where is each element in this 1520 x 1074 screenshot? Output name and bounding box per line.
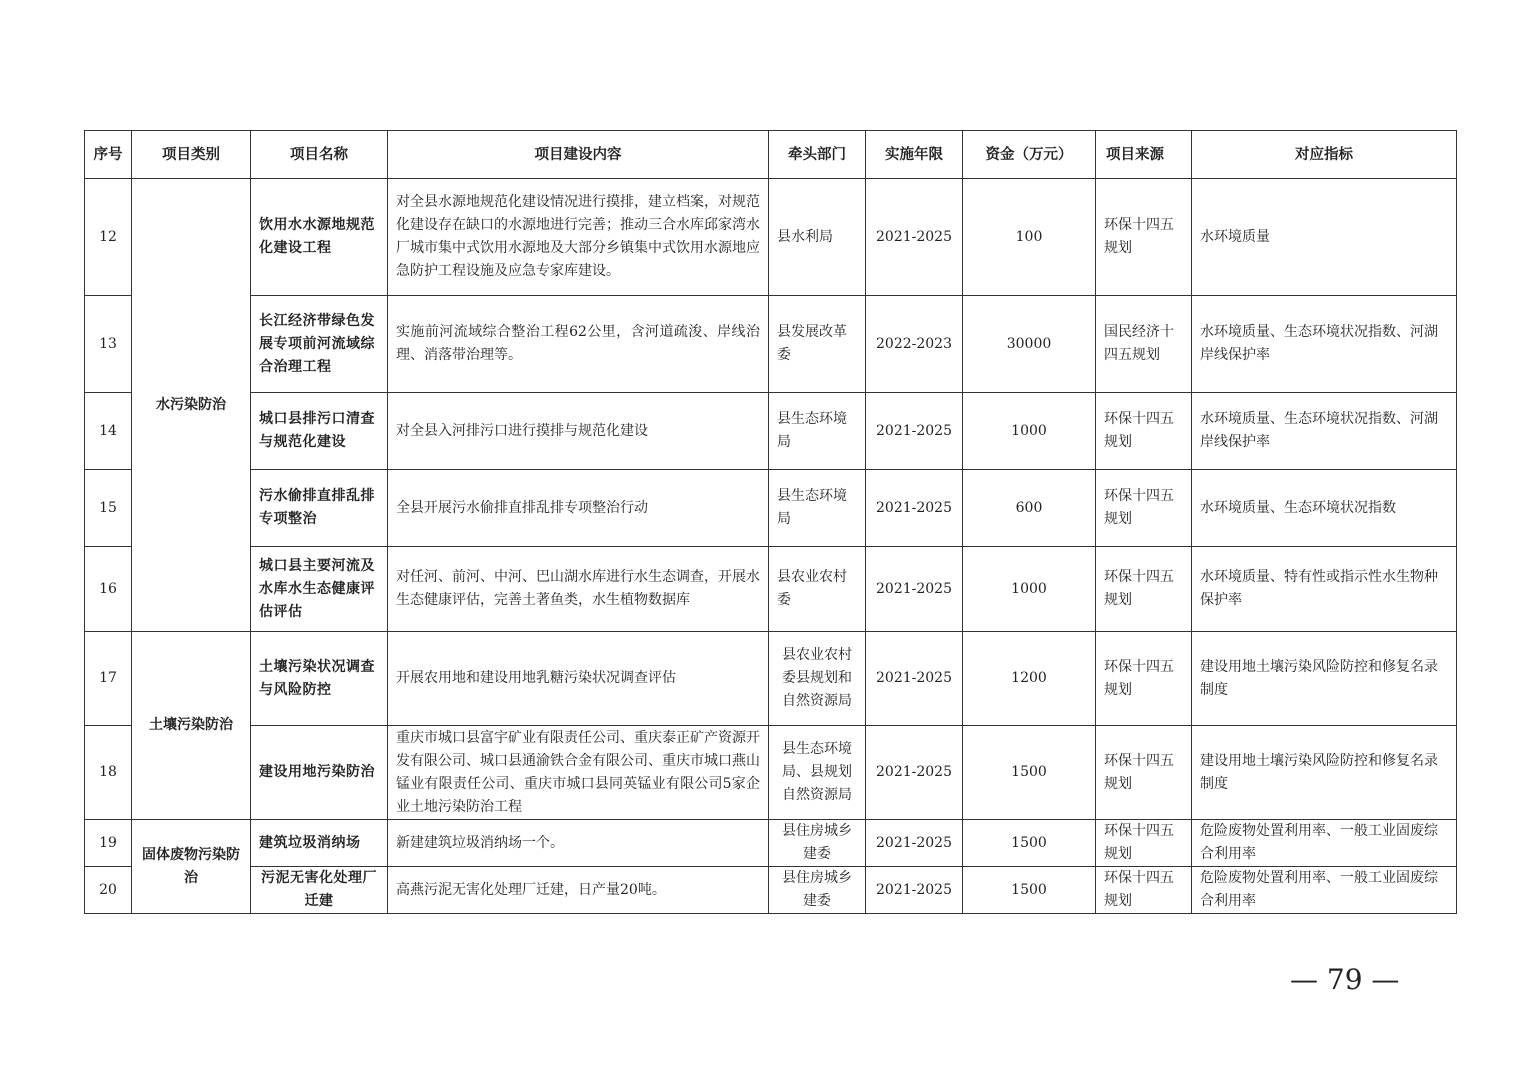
cell-funds: 1000 (963, 393, 1096, 470)
cell-seq: 18 (85, 726, 132, 820)
table-row (85, 547, 1457, 632)
header-content: 项目建设内容 (388, 131, 769, 179)
cell-content: 开展农用地和建设用地乳糖污染状况调查评估 (388, 632, 769, 726)
table-row (85, 726, 1457, 820)
cell-content: 对全县入河排污口进行摸排与规范化建设 (388, 393, 769, 470)
cell-indicator: 建设用地土壤污染风险防控和修复名录制度 (1192, 726, 1457, 820)
cell-dept: 县水利局 (769, 179, 866, 296)
header-indicator: 对应指标 (1192, 131, 1457, 179)
cell-source: 环保十四五规划 (1096, 393, 1192, 470)
cell-indicator: 危险废物处置利用率、一般工业固废综合利用率 (1192, 820, 1457, 867)
cell-funds: 1000 (963, 547, 1096, 632)
cell-project-name: 城口县排污口清查与规范化建设 (251, 393, 388, 470)
cell-seq: 14 (85, 393, 132, 470)
table-row (85, 179, 1457, 296)
table-row (85, 470, 1457, 547)
table-row (85, 867, 1457, 914)
cell-seq: 20 (85, 867, 132, 914)
table-row (85, 296, 1457, 393)
cell-source: 环保十四五规划 (1096, 820, 1192, 867)
cell-source: 环保十四五规划 (1096, 726, 1192, 820)
cell-dept: 县发展改革委 (769, 296, 866, 393)
table-row (85, 393, 1457, 470)
header-dept: 牵头部门 (769, 131, 866, 179)
cell-indicator: 建设用地土壤污染风险防控和修复名录制度 (1192, 632, 1457, 726)
cell-dept: 县农业农村委县规划和自然资源局 (769, 632, 866, 726)
cell-years: 2022-2023 (866, 296, 963, 393)
cell-project-name: 城口县主要河流及水库水生态健康评估评估 (251, 547, 388, 632)
cell-project-name: 土壤污染状况调查与风险防控 (251, 632, 388, 726)
cell-funds: 1500 (963, 867, 1096, 914)
cell-seq: 16 (85, 547, 132, 632)
cell-content: 对任河、前河、中河、巴山湖水库进行水生态调查，开展水生态健康评估，完善土著鱼类，水生植物数据库 (388, 547, 769, 632)
cell-years: 2021-2025 (866, 470, 963, 547)
header-source: 项目来源 (1096, 131, 1192, 179)
cell-years: 2021-2025 (866, 726, 963, 820)
header-name: 项目名称 (251, 131, 388, 179)
cell-years: 2021-2025 (866, 867, 963, 914)
cell-funds: 1200 (963, 632, 1096, 726)
cell-years: 2021-2025 (866, 393, 963, 470)
cell-seq: 19 (85, 820, 132, 867)
cell-category-soil: 土壤污染防治 (132, 632, 251, 820)
project-table (84, 130, 1457, 914)
cell-project-name: 污泥无害化处理厂迁建 (251, 867, 388, 914)
cell-dept: 县住房城乡建委 (769, 820, 866, 867)
cell-project-name: 饮用水水源地规范化建设工程 (251, 179, 388, 296)
cell-project-name: 建设用地污染防治 (251, 726, 388, 820)
cell-seq: 13 (85, 296, 132, 393)
cell-dept: 县生态环境局 (769, 393, 866, 470)
cell-funds: 30000 (963, 296, 1096, 393)
cell-funds: 1500 (963, 820, 1096, 867)
cell-content: 全县开展污水偷排直排乱排专项整治行动 (388, 470, 769, 547)
cell-years: 2021-2025 (866, 179, 963, 296)
page-number: — 79 — (1290, 963, 1400, 996)
cell-dept: 县住房城乡建委 (769, 867, 866, 914)
cell-funds: 100 (963, 179, 1096, 296)
cell-project-name: 建筑垃圾消纳场 (251, 820, 388, 867)
cell-indicator: 水环境质量、生态环境状况指数 (1192, 470, 1457, 547)
cell-category-water: 水污染防治 (132, 179, 251, 632)
cell-project-name: 长江经济带绿色发展专项前河流域综合治理工程 (251, 296, 388, 393)
cell-seq: 12 (85, 179, 132, 296)
cell-funds: 600 (963, 470, 1096, 547)
header-years: 实施年限 (866, 131, 963, 179)
cell-content: 重庆市城口县富宇矿业有限责任公司、重庆泰正矿产资源开发有限公司、城口县通渝铁合金有限公司、重庆市城口燕山锰业有限责任公司、重庆市城口县同英锰业有限公司5家企业土地污染防治工程 (388, 726, 769, 820)
cell-years: 2021-2025 (866, 632, 963, 726)
header-category: 项目类别 (132, 131, 251, 179)
cell-project-name: 污水偷排直排乱排专项整治 (251, 470, 388, 547)
cell-source: 环保十四五规划 (1096, 470, 1192, 547)
cell-content: 高燕污泥无害化处理厂迁建，日产量20吨。 (388, 867, 769, 914)
cell-years: 2021-2025 (866, 547, 963, 632)
cell-years: 2021-2025 (866, 820, 963, 867)
cell-content: 对全县水源地规范化建设情况进行摸排，建立档案，对规范化建设存在缺口的水源地进行完善；推动三合水库邱家湾水厂城市集中式饮用水源地及大部分乡镇集中式饮用水源地应急防护工程设施及应急专家库建设。 (388, 179, 769, 296)
header-row (85, 131, 1457, 179)
cell-dept: 县生态环境局、县规划自然资源局 (769, 726, 866, 820)
cell-content: 新建建筑垃圾消纳场一个。 (388, 820, 769, 867)
table-row (85, 820, 1457, 867)
cell-indicator: 水环境质量、特有性或指示性水生物种保护率 (1192, 547, 1457, 632)
cell-source: 环保十四五规划 (1096, 547, 1192, 632)
header-funds: 资金（万元） (963, 131, 1096, 179)
cell-indicator: 水环境质量、生态环境状况指数、河湖岸线保护率 (1192, 393, 1457, 470)
cell-seq: 15 (85, 470, 132, 547)
cell-indicator: 水环境质量、生态环境状况指数、河湖岸线保护率 (1192, 296, 1457, 393)
table-row (85, 632, 1457, 726)
cell-seq: 17 (85, 632, 132, 726)
cell-content: 实施前河流域综合整治工程62公里，含河道疏浚、岸线治理、消落带治理等。 (388, 296, 769, 393)
cell-dept: 县生态环境局 (769, 470, 866, 547)
cell-source: 环保十四五规划 (1096, 179, 1192, 296)
header-seq: 序号 (85, 131, 132, 179)
cell-dept: 县农业农村委 (769, 547, 866, 632)
cell-funds: 1500 (963, 726, 1096, 820)
cell-indicator: 水环境质量 (1192, 179, 1457, 296)
cell-indicator: 危险废物处置利用率、一般工业固废综合利用率 (1192, 867, 1457, 914)
cell-source: 国民经济十四五规划 (1096, 296, 1192, 393)
cell-source: 环保十四五规划 (1096, 867, 1192, 914)
cell-category-solid-waste: 固体废物污染防治 (132, 820, 251, 914)
cell-source: 环保十四五规划 (1096, 632, 1192, 726)
